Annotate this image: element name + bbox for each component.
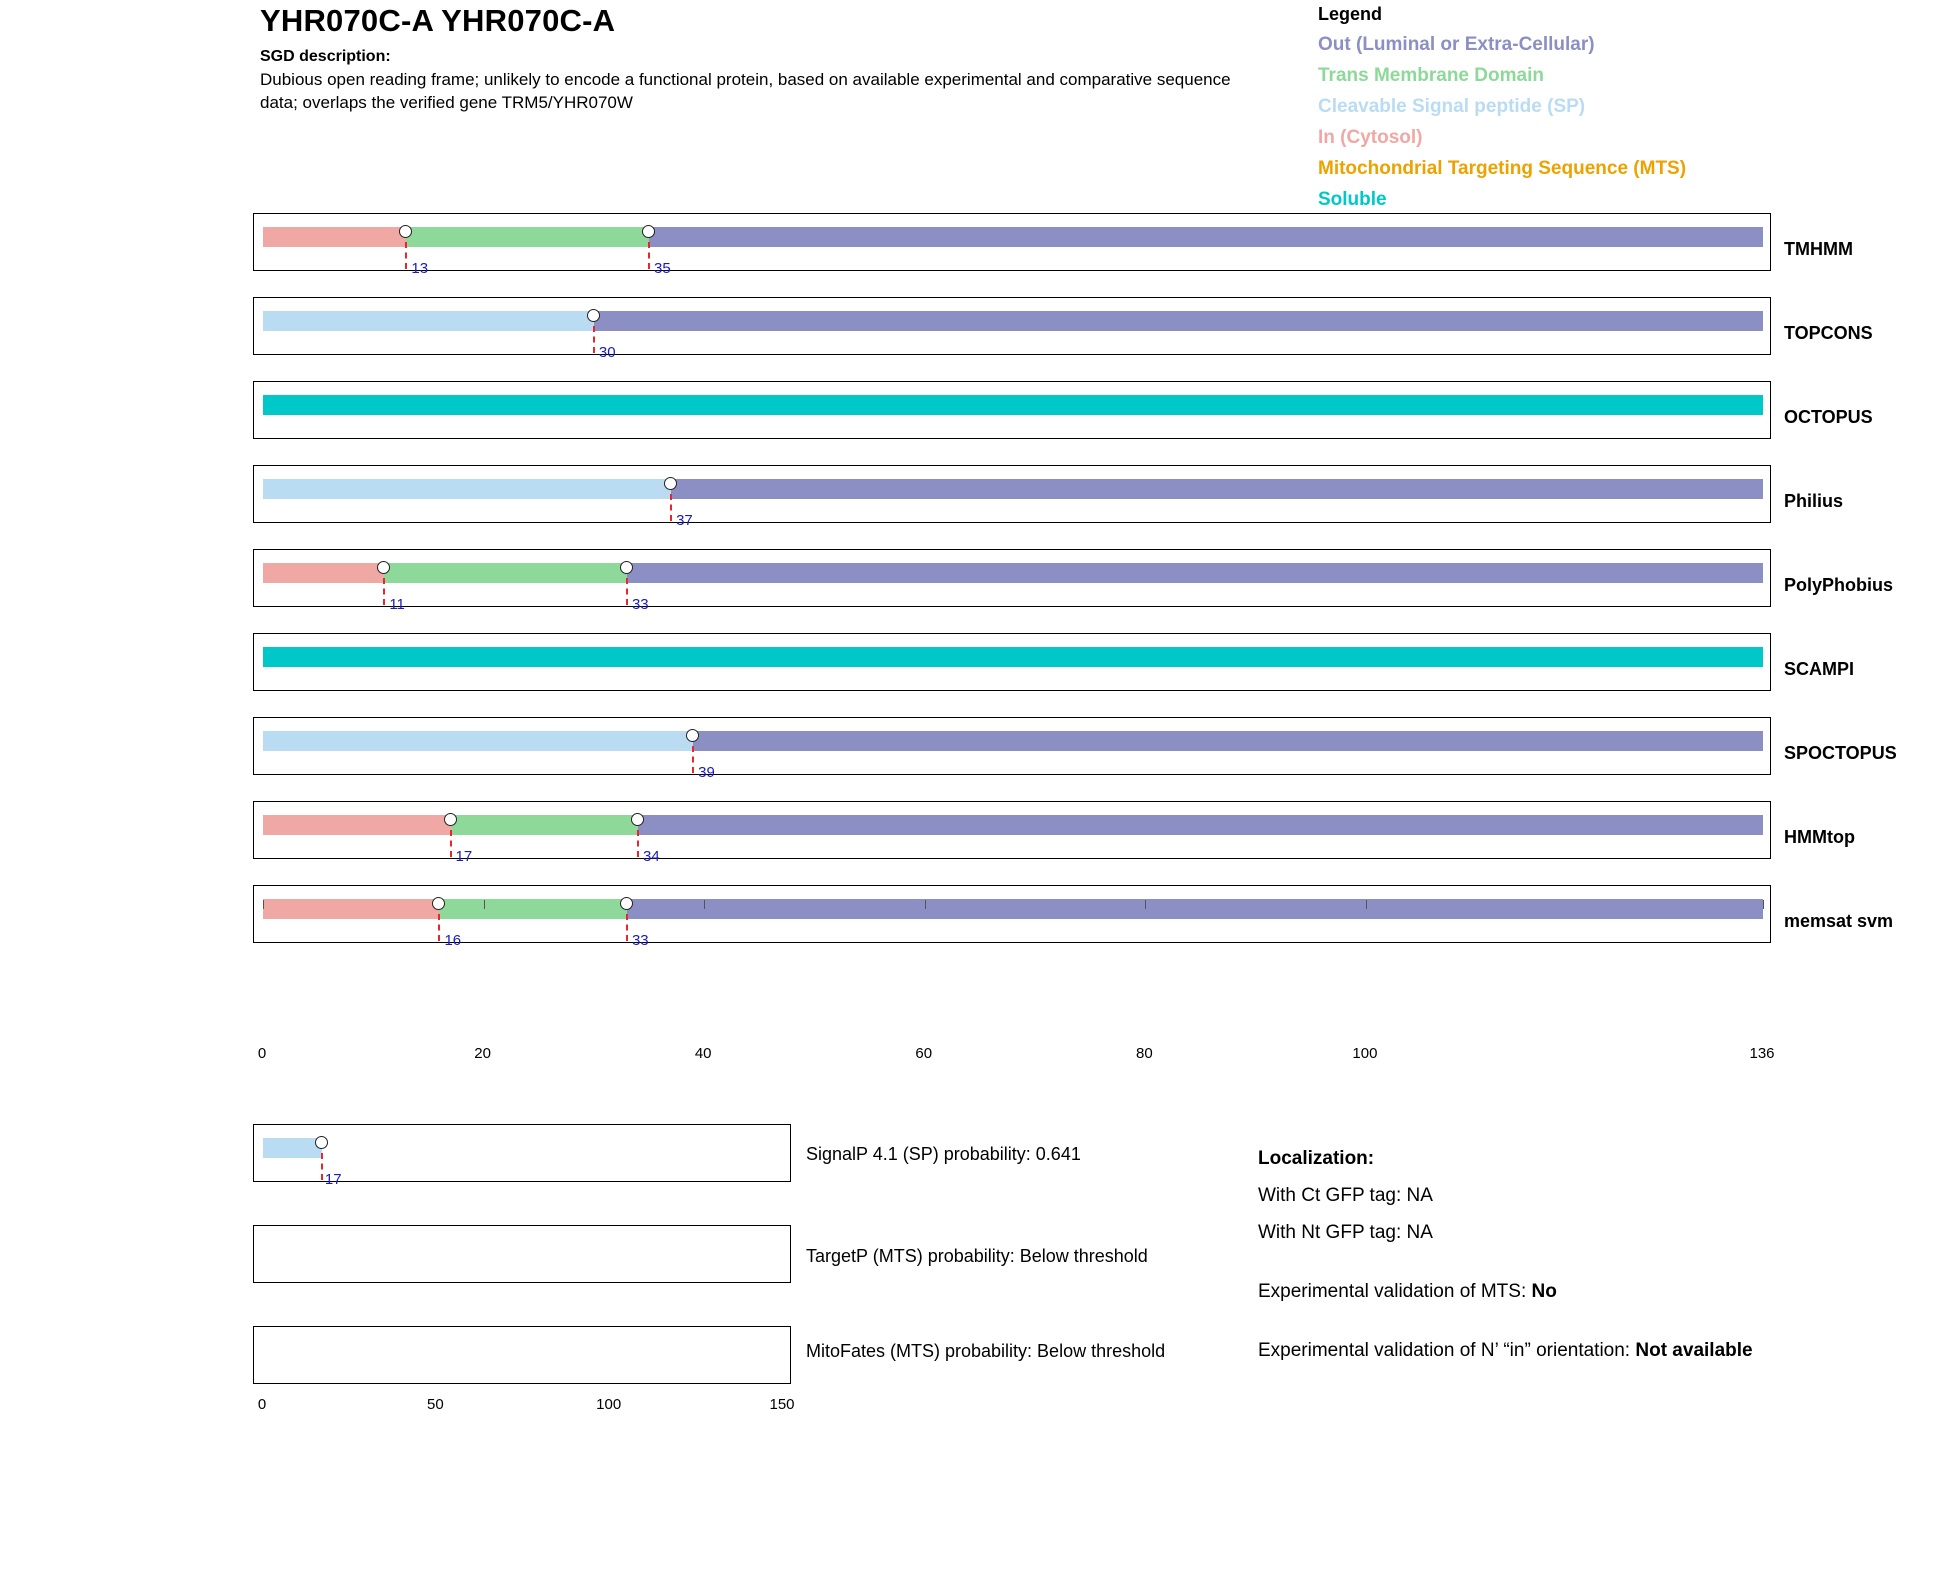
segment: [406, 227, 649, 247]
panel-track: [263, 1138, 783, 1158]
header: [260, 4, 1260, 114]
axis-tick-label: 60: [915, 1045, 933, 1062]
topology-track: [263, 227, 1763, 247]
prediction-row-scampi: [253, 633, 1771, 691]
axis-tick-label: 20: [474, 1045, 491, 1062]
axis-tick-label: 100: [596, 1396, 622, 1413]
axis-tick-mark: [1366, 900, 1367, 909]
marker-dash-line: [405, 242, 407, 269]
topology-track: [263, 563, 1763, 583]
boundary-marker[interactable]: [631, 813, 644, 826]
prediction-row-spoctopus: [253, 717, 1771, 775]
marker-dash-line: [637, 830, 639, 857]
boundary-position-label: 30: [598, 344, 616, 361]
axis-tick-label: 136: [1749, 1045, 1775, 1062]
axis-tick-label: 50: [426, 1396, 444, 1413]
segment: [384, 563, 627, 583]
predictor-name-memsat-svm: memsat svm: [1784, 911, 1894, 931]
segment: [263, 227, 406, 247]
boundary-position-label: 17: [455, 848, 473, 865]
panel-note-targetp: TargetP (MTS) probability: Below threshold: [806, 1246, 1148, 1266]
axis-tick-label: 0: [257, 1396, 267, 1413]
spacer: [1258, 1251, 1898, 1273]
segment: [263, 899, 439, 919]
predictor-name-tmhmm: TMHMM: [1784, 239, 1853, 259]
segment: [451, 815, 639, 835]
panel-mitofates: [253, 1326, 791, 1384]
boundary-marker[interactable]: [444, 813, 457, 826]
segment: [263, 563, 384, 583]
axis-tick-label: 0: [257, 1045, 267, 1062]
axis-tick-mark: [263, 900, 264, 909]
segment: [627, 563, 1763, 583]
panel-targetp: [253, 1225, 791, 1283]
legend-item: Cleavable Signal peptide (SP): [1318, 96, 1586, 117]
predictor-name-hmmtop: HMMtop: [1784, 827, 1855, 847]
boundary-position-label: 13: [411, 260, 429, 277]
segment: [263, 647, 1763, 667]
prediction-row-memsat-svm: [253, 885, 1771, 943]
prediction-row-polyphobius: [253, 549, 1771, 607]
legend-item: Out (Luminal or Extra-Cellular): [1318, 34, 1595, 55]
legend-items: [1318, 29, 1918, 215]
axis-tick-mark: [1145, 900, 1146, 909]
topology-track: [263, 311, 1763, 331]
orientation-validation-value: Not available: [1635, 1340, 1753, 1361]
segment: [693, 731, 1763, 751]
axis-tick-mark: [484, 900, 485, 909]
segment: [439, 899, 627, 919]
segment: [263, 395, 1763, 415]
prediction-row-tmhmm: [253, 213, 1771, 271]
boundary-position-label: 17: [324, 1171, 342, 1188]
bottom-axis: [253, 1394, 795, 1418]
marker-dash-line: [626, 914, 628, 941]
predictor-name-polyphobius: PolyPhobius: [1784, 575, 1894, 595]
mts-validation: [1258, 1273, 1898, 1310]
marker-dash-line: [648, 242, 650, 269]
topology-track: [263, 899, 1763, 919]
prediction-row-philius: [253, 465, 1771, 523]
mts-validation-value: No: [1531, 1281, 1557, 1302]
spacer: [1258, 1310, 1898, 1332]
marker-dash-line: [321, 1153, 323, 1180]
segment: [671, 479, 1763, 499]
axis-tick-mark: [925, 900, 926, 909]
marker-dash-line: [670, 494, 672, 521]
topology-track: [263, 479, 1763, 499]
predictor-name-topcons: TOPCONS: [1784, 323, 1873, 343]
sgd-description-text: Dubious open reading frame; unlikely to encode a functional protein, based on available experimental and comparative sequence data; overlaps the verified gene TRM5/YHR070W: [260, 70, 1231, 112]
boundary-marker[interactable]: [315, 1136, 328, 1149]
segment: [263, 479, 671, 499]
boundary-position-label: 35: [654, 260, 671, 277]
marker-dash-line: [438, 914, 440, 941]
segment: [263, 1138, 322, 1158]
segment: [627, 899, 1763, 919]
sgd-description-label: SGD description:: [260, 48, 391, 65]
prediction-row-hmmtop: [253, 801, 1771, 859]
topology-track: [263, 731, 1763, 751]
segment: [263, 815, 451, 835]
boundary-position-label: 33: [631, 932, 649, 949]
boundary-position-label: 11: [389, 596, 405, 613]
axis-tick-mark: [704, 900, 705, 909]
axis-tick-label: 100: [1352, 1045, 1378, 1062]
predictor-name-philius: Philius: [1784, 491, 1844, 511]
legend-title: Legend: [1318, 4, 1383, 24]
segment: [263, 731, 693, 751]
marker-dash-line: [593, 326, 595, 353]
axis-tick-label: 40: [694, 1045, 712, 1062]
topology-track: [263, 647, 1763, 667]
axis-tick-label: 150: [769, 1396, 795, 1413]
boundary-marker[interactable]: [620, 897, 633, 910]
boundary-position-label: 39: [698, 764, 715, 781]
localization-title: Localization:: [1258, 1148, 1375, 1169]
panel-track: [263, 1239, 783, 1259]
legend-item: Soluble: [1318, 189, 1387, 210]
boundary-marker[interactable]: [620, 561, 633, 574]
boundary-marker[interactable]: [587, 309, 600, 322]
boundary-marker[interactable]: [664, 477, 677, 490]
legend-item: In (Cytosol): [1318, 127, 1423, 148]
marker-dash-line: [450, 830, 452, 857]
mts-validation-label: Experimental validation of MTS:: [1258, 1281, 1532, 1302]
marker-dash-line: [692, 746, 694, 773]
boundary-position-label: 33: [631, 596, 649, 613]
legend-item: Mitochondrial Targeting Sequence (MTS): [1318, 158, 1687, 179]
localization-panel: [1258, 1140, 1898, 1369]
topology-track: [263, 815, 1763, 835]
panel-note-mitofates: MitoFates (MTS) probability: Below threshold: [806, 1341, 1166, 1361]
localization-nt-gfp: With Nt GFP tag: NA: [1258, 1222, 1433, 1243]
axis-tick-label: 80: [1136, 1045, 1153, 1062]
boundary-position-label: 16: [444, 932, 462, 949]
axis-tick-mark: [1763, 900, 1764, 909]
legend: [1318, 4, 1918, 215]
predictor-name-scampi: SCAMPI: [1784, 659, 1855, 679]
segment: [638, 815, 1763, 835]
orientation-validation-label: Experimental validation of N’ “in” orientation:: [1258, 1340, 1636, 1361]
segment: [594, 311, 1763, 331]
boundary-position-label: 34: [643, 848, 660, 865]
orientation-validation: [1258, 1332, 1898, 1369]
topology-track: [263, 395, 1763, 415]
panel-note-signalp: SignalP 4.1 (SP) probability: 0.641: [806, 1144, 1081, 1164]
localization-ct-gfp: With Ct GFP tag: NA: [1258, 1185, 1433, 1206]
main-axis: [253, 1043, 1775, 1069]
prediction-row-topcons: [253, 297, 1771, 355]
page-title: YHR070C-A YHR070C-A: [260, 3, 616, 38]
panel-track: [263, 1340, 783, 1360]
legend-item: Trans Membrane Domain: [1318, 65, 1544, 86]
marker-dash-line: [626, 578, 628, 605]
boundary-position-label: 37: [676, 512, 693, 529]
predictor-name-octopus: OCTOPUS: [1784, 407, 1873, 427]
segment: [263, 311, 594, 331]
segment: [649, 227, 1763, 247]
predictor-name-spoctopus: SPOCTOPUS: [1784, 743, 1897, 763]
boundary-marker[interactable]: [642, 225, 655, 238]
prediction-row-octopus: [253, 381, 1771, 439]
marker-dash-line: [383, 578, 385, 605]
